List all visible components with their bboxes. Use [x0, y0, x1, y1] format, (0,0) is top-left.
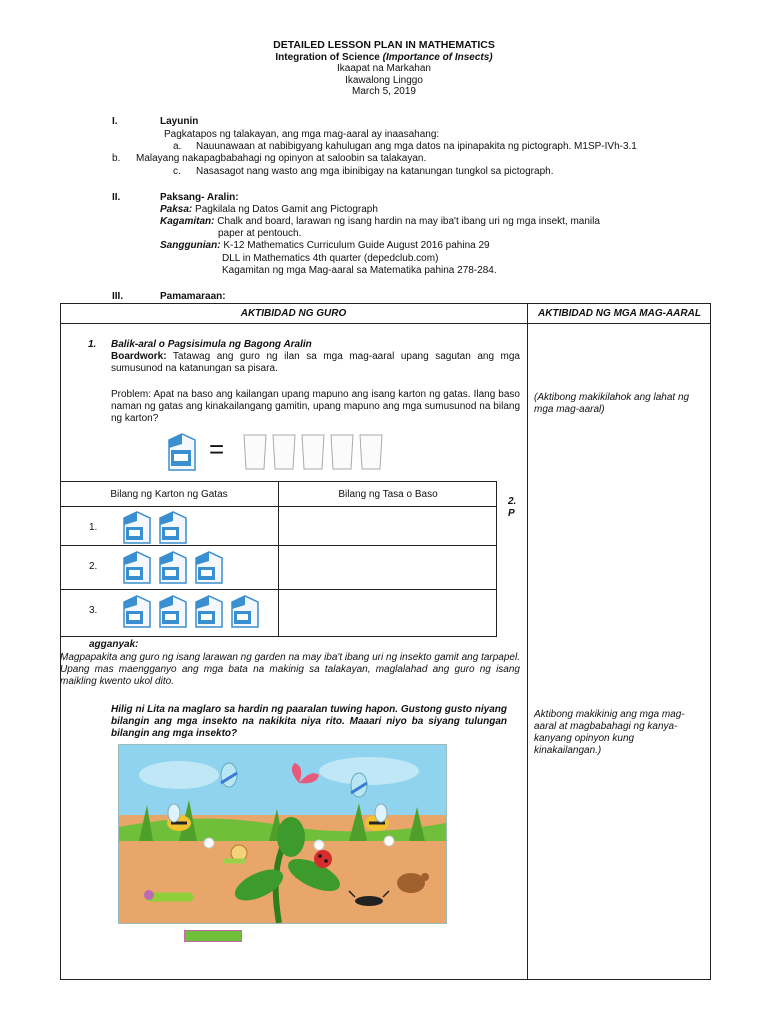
milk-carton-image: [165, 430, 199, 472]
section1-num: I.: [112, 116, 118, 127]
inner-col2-header: Bilang ng Tasa o Baso: [338, 489, 438, 500]
sanggunian-text2: DLL in Mathematics 4th quarter (depedclub.com): [222, 253, 439, 264]
milk-carton-icon: [157, 510, 189, 547]
row2-cartons: [121, 550, 271, 584]
doc-title: DETAILED LESSON PLAN IN MATHEMATICS: [273, 39, 495, 51]
step2-title-rest: agganyak:: [89, 639, 139, 650]
inner-col-divider: [278, 481, 279, 637]
objective-c-letter: c.: [173, 166, 181, 177]
row1-cartons: [121, 510, 271, 544]
image-credit-badge: [184, 930, 242, 942]
objective-c-text: Nasasagot nang wasto ang mga ibinibigay na katanungan tungkol sa pictograph.: [196, 166, 554, 177]
garden-insects-image: [118, 744, 447, 924]
equals-sign: =: [209, 434, 225, 464]
paksa-text: Pagkilala ng Datos Gamit ang Pictograph: [195, 204, 378, 215]
milk-carton-icon: [121, 550, 153, 587]
quarter-label: Ikaapat na Markahan: [337, 63, 431, 74]
student-note-1: (Aktibong makikilahok ang lahat ng mga mag-aaral): [534, 392, 690, 415]
row1-num: 1.: [89, 522, 98, 533]
story-text: Hilig ni Lita na maglaro sa hardin ng paaralan tuwing hapon. Gustong gusto niyang bilangin ang mga insekto na nakikita niya rito. Maaari niyo ba siyang tulungan bilangin ang mga insekto?: [111, 704, 507, 739]
milk-carton-icon: [193, 594, 225, 631]
step2-letter: P: [508, 508, 515, 519]
kagamitan-label: Kagamitan:: [160, 216, 215, 227]
objective-b-letter: b.: [112, 153, 121, 164]
inner-col1-header: Bilang ng Karton ng Gatas: [110, 489, 228, 500]
objective-a-text: Nauunawaan at nabibigyang kahulugan ang mga datos na ipinapakita ng pictograph. M1SP-IVh-3.1: [196, 141, 637, 152]
date-label: March 5, 2019: [352, 86, 416, 97]
paksa-line: [160, 204, 378, 215]
step1-title: Balik-aral o Pagsisimula ng Bagong Aralin: [111, 339, 312, 350]
section3-num: III.: [112, 291, 124, 302]
subtitle-prefix: Integration of Science: [275, 51, 383, 63]
subtitle-italic: (Importance of Insects): [382, 51, 493, 63]
sanggunian-line: [160, 240, 490, 251]
milk-carton-icon: [157, 594, 189, 631]
inner-row-divider-2: [60, 589, 497, 590]
document-header: [0, 40, 768, 98]
inner-header-divider: [60, 506, 497, 507]
objective-b-text: Malayang nakapagbabahagi ng opinyon at saloobin sa talakayan.: [136, 153, 427, 164]
sanggunian-text3: Kagamitan ng mga Mag-aaral sa Matematika pahina 278-284.: [222, 265, 497, 276]
table-column-divider: [527, 303, 528, 980]
week-label: Ikawalong Linggo: [345, 74, 423, 86]
paksa-label: Paksa:: [160, 204, 193, 215]
sanggunian-label: Sanggunian:: [160, 240, 221, 251]
objective-a-letter: a.: [173, 141, 182, 152]
step1-num: 1.: [88, 339, 97, 350]
boardwork-paragraph: [111, 351, 520, 375]
milk-carton-icon: [193, 550, 225, 587]
milk-carton-icon: [121, 510, 153, 547]
section3-title: Pamamaraan:: [160, 291, 226, 302]
doc-subtitle: [0, 52, 768, 64]
col-header-student: AKTIBIDAD NG MGA MAG-AARAL: [538, 308, 701, 319]
section2-title: Paksang- Aralin:: [160, 192, 239, 203]
kagamitan-text2: paper at pentouch.: [218, 228, 302, 239]
kagamitan-line: [160, 216, 600, 227]
table-header-divider: [60, 323, 711, 324]
sanggunian-text1: K-12 Mathematics Curriculum Guide August 2016 pahina 29: [223, 240, 490, 251]
row3-num: 3.: [89, 605, 98, 616]
boardwork-text: Tatawag ang guro ng ilan sa mga mag-aaral upang sagutan ang mga sumusunod na katanungan sa pisara.: [111, 351, 520, 374]
step2-num: 2.: [508, 496, 517, 507]
milk-carton-icon: [229, 594, 261, 631]
student-note-2: Aktibong makikinig ang mga mag-aaral at magbabahagi ng kanya-kanyang opinyon kung kinakailangan.): [534, 709, 685, 756]
section1-intro: Pagkatapos ng talakayan, ang mga mag-aaral ay inaasahang:: [164, 129, 440, 140]
section2-num: II.: [112, 192, 121, 203]
section1-title: Layunin: [160, 116, 199, 127]
milk-carton-icon: [157, 550, 189, 587]
row2-num: 2.: [89, 561, 98, 572]
row3-cartons: [121, 594, 271, 628]
kagamitan-text1: Chalk and board, larawan ng isang hardin na may iba't ibang uri ng mga insekt, manila: [217, 216, 600, 227]
problem-text: Problem: Apat na baso ang kailangan upang mapuno ang isang karton ng gatas. Ilang baso naman ng gatas ang kinakailangang gamitin, upang mapuno ang mga sumusunod na bilang ng karton?: [111, 389, 520, 424]
pagganyak-text: Magpapakita ang guro ng isang larawan ng garden na may iba't ibang uri ng insekto gamit ang tarpapel. Upang mas maengganyo ang mga bata na makinig sa talakayan, maglalahad ang guro ng isang maikling kwento ukol dito.: [60, 652, 520, 687]
boardwork-label: Boardwork:: [111, 351, 167, 362]
glasses-group: [243, 432, 393, 472]
milk-carton-icon: [121, 594, 153, 631]
col-header-teacher: AKTIBIDAD NG GURO: [240, 308, 347, 319]
